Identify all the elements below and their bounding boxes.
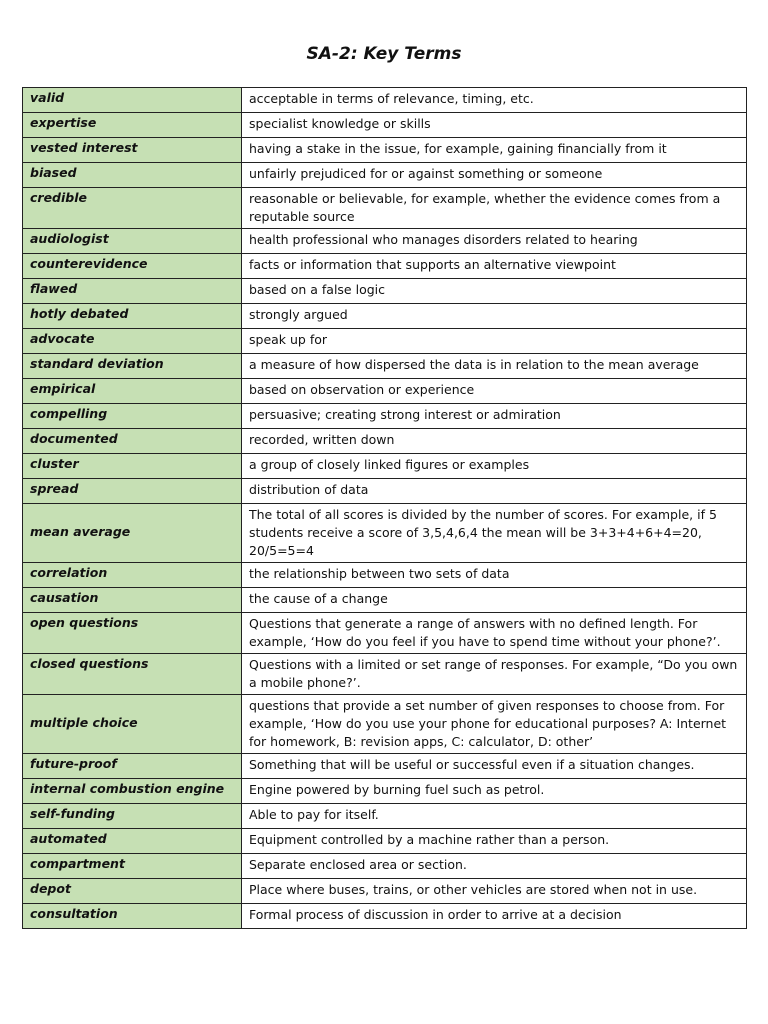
table-row (23, 88, 747, 113)
table-row (23, 695, 747, 754)
table-row (23, 479, 747, 504)
term-cell: future-proof (23, 754, 242, 779)
definition-cell: persuasive; creating strong interest or admiration (242, 404, 747, 429)
term-cell: credible (23, 188, 242, 229)
definition-cell: Questions that generate a range of answers with no defined length. For example, ‘How do you feel if you have to spend time without your phone?’. (242, 613, 747, 654)
definition-cell: distribution of data (242, 479, 747, 504)
term-cell: biased (23, 163, 242, 188)
term-cell: flawed (23, 279, 242, 304)
term-cell: compelling (23, 404, 242, 429)
definition-cell: Place where buses, trains, or other vehicles are stored when not in use. (242, 879, 747, 904)
table-row (23, 379, 747, 404)
table-row (23, 163, 747, 188)
term-cell: closed questions (23, 654, 242, 695)
term-cell: automated (23, 829, 242, 854)
term-cell: correlation (23, 563, 242, 588)
term-cell: consultation (23, 904, 242, 929)
term-cell: empirical (23, 379, 242, 404)
definition-cell: a group of closely linked figures or examples (242, 454, 747, 479)
definition-cell: Questions with a limited or set range of responses. For example, “Do you own a mobile phone?’. (242, 654, 747, 695)
definition-cell: speak up for (242, 329, 747, 354)
term-cell: hotly debated (23, 304, 242, 329)
term-cell: causation (23, 588, 242, 613)
term-cell: self-funding (23, 804, 242, 829)
table-row (23, 904, 747, 929)
definition-cell: Engine powered by burning fuel such as petrol. (242, 779, 747, 804)
table-row (23, 254, 747, 279)
term-cell: valid (23, 88, 242, 113)
definition-cell: strongly argued (242, 304, 747, 329)
table-row (23, 138, 747, 163)
definition-cell: acceptable in terms of relevance, timing, etc. (242, 88, 747, 113)
definition-cell: a measure of how dispersed the data is in relation to the mean average (242, 354, 747, 379)
term-cell: standard deviation (23, 354, 242, 379)
table-row (23, 113, 747, 138)
term-cell: depot (23, 879, 242, 904)
term-cell: vested interest (23, 138, 242, 163)
table-row (23, 613, 747, 654)
table-row (23, 779, 747, 804)
table-row (23, 879, 747, 904)
table-row (23, 188, 747, 229)
table-row (23, 754, 747, 779)
term-cell: mean average (23, 504, 242, 563)
definition-cell: Separate enclosed area or section. (242, 854, 747, 879)
term-cell: counterevidence (23, 254, 242, 279)
table-row (23, 829, 747, 854)
definition-cell: health professional who manages disorders related to hearing (242, 229, 747, 254)
definition-cell: unfairly prejudiced for or against something or someone (242, 163, 747, 188)
table-row (23, 454, 747, 479)
definition-cell: the relationship between two sets of data (242, 563, 747, 588)
definition-cell: specialist knowledge or skills (242, 113, 747, 138)
table-row (23, 304, 747, 329)
definition-cell: reasonable or believable, for example, whether the evidence comes from a reputable source (242, 188, 747, 229)
definition-cell: recorded, written down (242, 429, 747, 454)
table-row (23, 404, 747, 429)
term-cell: expertise (23, 113, 242, 138)
term-cell: open questions (23, 613, 242, 654)
page-title: SA-2: Key Terms (306, 44, 462, 64)
definition-cell: Something that will be useful or successful even if a situation changes. (242, 754, 747, 779)
term-cell: cluster (23, 454, 242, 479)
table-row (23, 588, 747, 613)
table-row (23, 329, 747, 354)
definition-cell: based on a false logic (242, 279, 747, 304)
table-row (23, 504, 747, 563)
term-cell: compartment (23, 854, 242, 879)
term-cell: advocate (23, 329, 242, 354)
table-row (23, 804, 747, 829)
definition-cell: based on observation or experience (242, 379, 747, 404)
term-cell: spread (23, 479, 242, 504)
term-cell: internal combustion engine (23, 779, 242, 804)
table-row (23, 563, 747, 588)
table-row (23, 654, 747, 695)
table-row (23, 354, 747, 379)
definition-cell: The total of all scores is divided by the number of scores. For example, if 5 students receive a score of 3,5,4,6,4 the mean will be 3+3+4+6+4=20, 20/5=5=4 (242, 504, 747, 563)
table-row (23, 854, 747, 879)
definition-cell: the cause of a change (242, 588, 747, 613)
table-row (23, 229, 747, 254)
definition-cell: questions that provide a set number of given responses to choose from. For example, ‘How do you use your phone for educational purposes? A: Internet for homework, B: revision apps, C: calculator, D: other’ (242, 695, 747, 754)
definition-cell: Able to pay for itself. (242, 804, 747, 829)
key-terms-table (22, 87, 747, 929)
definition-cell: facts or information that supports an alternative viewpoint (242, 254, 747, 279)
table-row (23, 279, 747, 304)
term-cell: multiple choice (23, 695, 242, 754)
definition-cell: Equipment controlled by a machine rather than a person. (242, 829, 747, 854)
table-row (23, 429, 747, 454)
term-cell: documented (23, 429, 242, 454)
definition-cell: Formal process of discussion in order to arrive at a decision (242, 904, 747, 929)
term-cell: audiologist (23, 229, 242, 254)
definition-cell: having a stake in the issue, for example, gaining financially from it (242, 138, 747, 163)
